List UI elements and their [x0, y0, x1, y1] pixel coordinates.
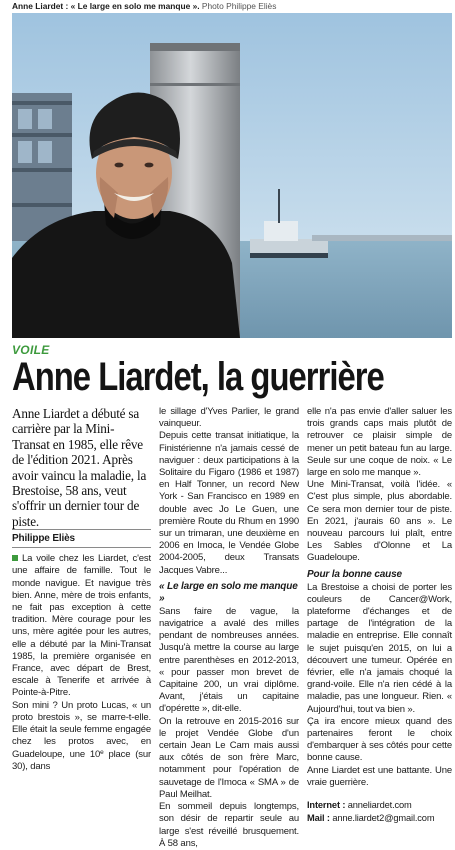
column-1 [12, 406, 151, 797]
contact-mail [307, 812, 452, 824]
caption-credit: Photo Philippe Eliès [201, 1, 277, 11]
body-paragraph: le sillage d'Yves Parlier, le grand vainqueur. [159, 406, 299, 430]
column-3 [307, 406, 452, 823]
body-paragraph [12, 553, 151, 699]
subhead-cause: Pour la bonne cause [307, 568, 402, 580]
article-intro: Anne Liardet a débuté sa carrière par la Mini-Transat en 1985, elle rêve de l'édition 2021. Après avoir vaincu la maladie, la Brestoise, 58 ans, veut s'offrir un dernier tour de piste. [12, 406, 147, 529]
quay-line [312, 235, 452, 241]
section-kicker: VOILE [12, 343, 50, 357]
body-paragraph: En sommeil depuis longtemps, son désir de repartir seule au large s'est réveillé brusquement. À 58 ans, [159, 801, 299, 849]
internet-label: Internet : [307, 800, 346, 811]
photo-caption [12, 1, 452, 12]
website-link[interactable]: anneliardet.com [347, 800, 412, 811]
contact-block [307, 799, 452, 824]
superscript: e [100, 748, 104, 756]
body-paragraph: Ça ira encore mieux quand des partenaires feront le choix d'embarquer à ses côtés pour cette bonne cause. [307, 715, 452, 764]
contact-internet [307, 799, 452, 811]
body-text: La voile chez les Liardet, c'est une affaire de famille. Tout le monde navigue. Et navigue très bien. Anne, mère de trois enfants, ne fait pas exception à cette tradition. Mère courage pour les uns, mère agitée pour les autres, elle a débuté par la Mini-Transat 1985, la première organisée en France, avec départ de Brest, escale à Tenerife et arrivée à Pointe-à-Pitre. [12, 553, 151, 699]
caption-quote: « Le large en solo me manque ». [70, 1, 200, 11]
body-paragraph: Anne Liardet est une battante. Une vraie guerrière. [307, 764, 452, 788]
portrait-photo [12, 13, 452, 338]
column-2 [159, 406, 299, 849]
body-paragraph: Une Mini-Transat, voilà l'idée. « C'est plus simple, plus abordable. Ce sera mon dernier tour de piste. En 2021, j'aurais 60 ans ». Le nouveau parcours lui plaît, entre Les Sables d'Olonne et La Guadeloupe. [307, 479, 452, 564]
body-paragraph [12, 700, 151, 773]
caption-subject: Anne Liardet : [12, 1, 69, 11]
body-paragraph: Depuis cette transat initiatique, la Finistérienne n'a jamais cessé de naviguer : deux participations à la Solitaire du Figaro (1986 et 1987) en Half Tonner, un record New York - San Francisco en 1989 en double avec Jo Le Guen, une première Route du Rhum en 1990 sur un trimaran, une deuxième en 2006 en Imoca, le Vendée Globe 2004-2005, deux Transats Jacques Vabre... [159, 430, 299, 576]
body-text: Son mini ? Un proto Lucas, « un proto brestois », se marre-t-elle. Elle était la seule femme engagée chez les protos avec, en Guadeloupe, une 10 [12, 699, 151, 760]
body-paragraph: elle n'a pas envie d'aller saluer les trois grands caps mais plutôt de retrouver ce plaisir simple de mener un petit bateau fun au large. Seule sur une coque de noix. « Le large en solo me manque ». [307, 406, 452, 479]
body-text: place (sur 30), dans [12, 748, 152, 772]
email-link[interactable]: anne.liardet2@gmail.com [332, 812, 435, 823]
byline-box [12, 529, 151, 548]
article-headline: Anne Liardet, la guerrière [12, 355, 384, 399]
body-paragraph: On la retrouve en 2015-2016 sur le projet Vendée Globe d'un certain Jean Le Cam mais aussi aux côtés de son frère Marc, notamment pour l'opération de sauvetage de l'Imoca « SMA » de Paul Meilhat. [159, 715, 299, 800]
subhead-quote: « Le large en solo me manque » [159, 580, 298, 604]
body-paragraph: Sans faire de vague, la navigatrice a avalé des milles pendant de nombreuses années. Jusqu'à mettre la course au large entre parenthèses en 2012-2013, « pour passer mon brevet de Capitaine 200, un vrai diplôme. Avant, j'étais un capitaine d'opérette », dit-elle. [159, 605, 299, 715]
mail-label: Mail : [307, 812, 330, 823]
portrait-photo-illustration [12, 13, 452, 338]
bullet-icon [12, 555, 18, 561]
byline: Philippe Eliès [12, 533, 75, 545]
body-paragraph: La Brestoise a choisi de porter les couleurs de Cancer@Work, plateforme d'échanges et de partage de l'intégration de la maladie en entreprise. Elle connaît le sujet puisqu'en 2015, on lui a découvert une tumeur. Opérée en février, elle n'a jamais choqué la grand-voile. Elle n'a rien cédé à la maladie, pas une longueur. Rien. « Aujourd'hui, tout va bien ». [307, 581, 452, 715]
